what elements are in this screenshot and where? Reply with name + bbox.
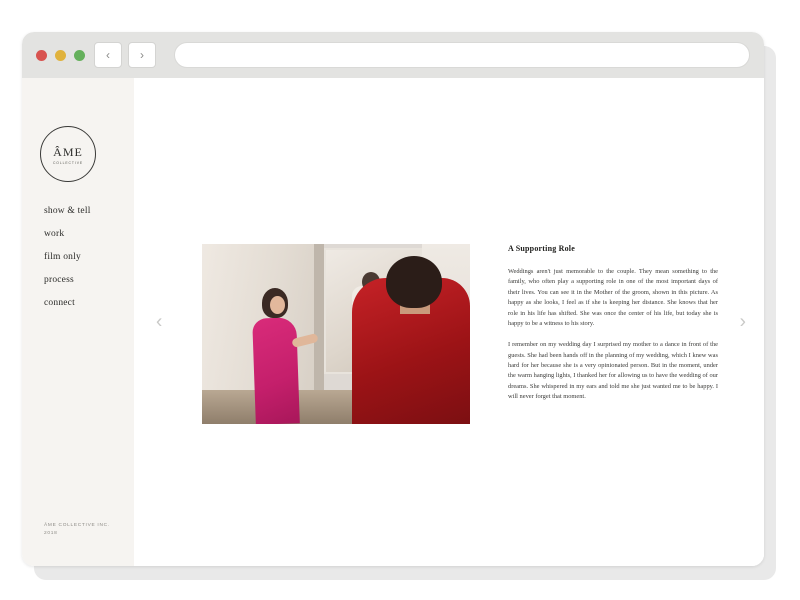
address-bar[interactable] [174,42,750,68]
previous-slide-arrow[interactable]: ‹ [156,311,163,333]
minimize-window-icon[interactable] [55,50,66,61]
site-nav [44,206,91,308]
close-window-icon[interactable] [36,50,47,61]
article-title: A Supporting Role [508,244,575,253]
photo-bride-dress [252,317,300,424]
nav-item-process[interactable]: process [44,275,74,285]
gallery-photo[interactable] [202,244,470,424]
footer-company: ÂME COLLECTIVE INC. [44,522,110,528]
page-content [22,78,764,566]
gallery-stage [134,78,764,566]
zoom-window-icon[interactable] [74,50,85,61]
story-article [508,244,718,414]
nav-item-show-and-tell[interactable]: show & tell [44,206,91,216]
logo-subtitle: COLLECTIVE [52,161,84,165]
photo-groom-head [386,256,442,308]
back-button[interactable]: ‹ [94,42,122,68]
article-paragraph-1: Weddings aren't just memorable to the couple. They mean something to the family, who often play a supporting role in one of the most important days of their lives. You can see it in the Mother of the groom, shown in this picture. As happy as she looks, I feel as if she is keeping her distance. She knows that her role in his life has shifted. She was once the center of his life, but today she is happy to be a witness to his story. [508,268,718,327]
nav-item-work[interactable]: work [44,229,65,239]
next-slide-arrow[interactable]: › [739,311,746,333]
browser-window [22,32,764,566]
forward-button[interactable]: › [128,42,156,68]
nav-item-connect[interactable]: connect [44,298,75,308]
article-paragraph-2: I remember on my wedding day I surprised my mother to a dance in front of the guests. She had been hands off in the planning of my wedding, which I knew was hard for her because she is a very opinionated person. But in the moment, under the warm hanging lights, I thanked her for allowing us to have the wedding of our dreams. She whispered in my ears and told me she just wanted me to be happy. I will never forget that moment. [508,341,718,401]
footer-year: 2018 [44,530,58,536]
logo-mark: ÂME [53,145,83,159]
site-logo[interactable] [40,126,96,182]
navigation-buttons [94,42,156,68]
window-controls [36,50,85,61]
site-sidebar [22,78,134,566]
browser-titlebar [22,32,764,78]
nav-item-film-only[interactable]: film only [44,252,81,262]
sidebar-footer [44,522,110,538]
photo-bride-face [270,296,285,314]
